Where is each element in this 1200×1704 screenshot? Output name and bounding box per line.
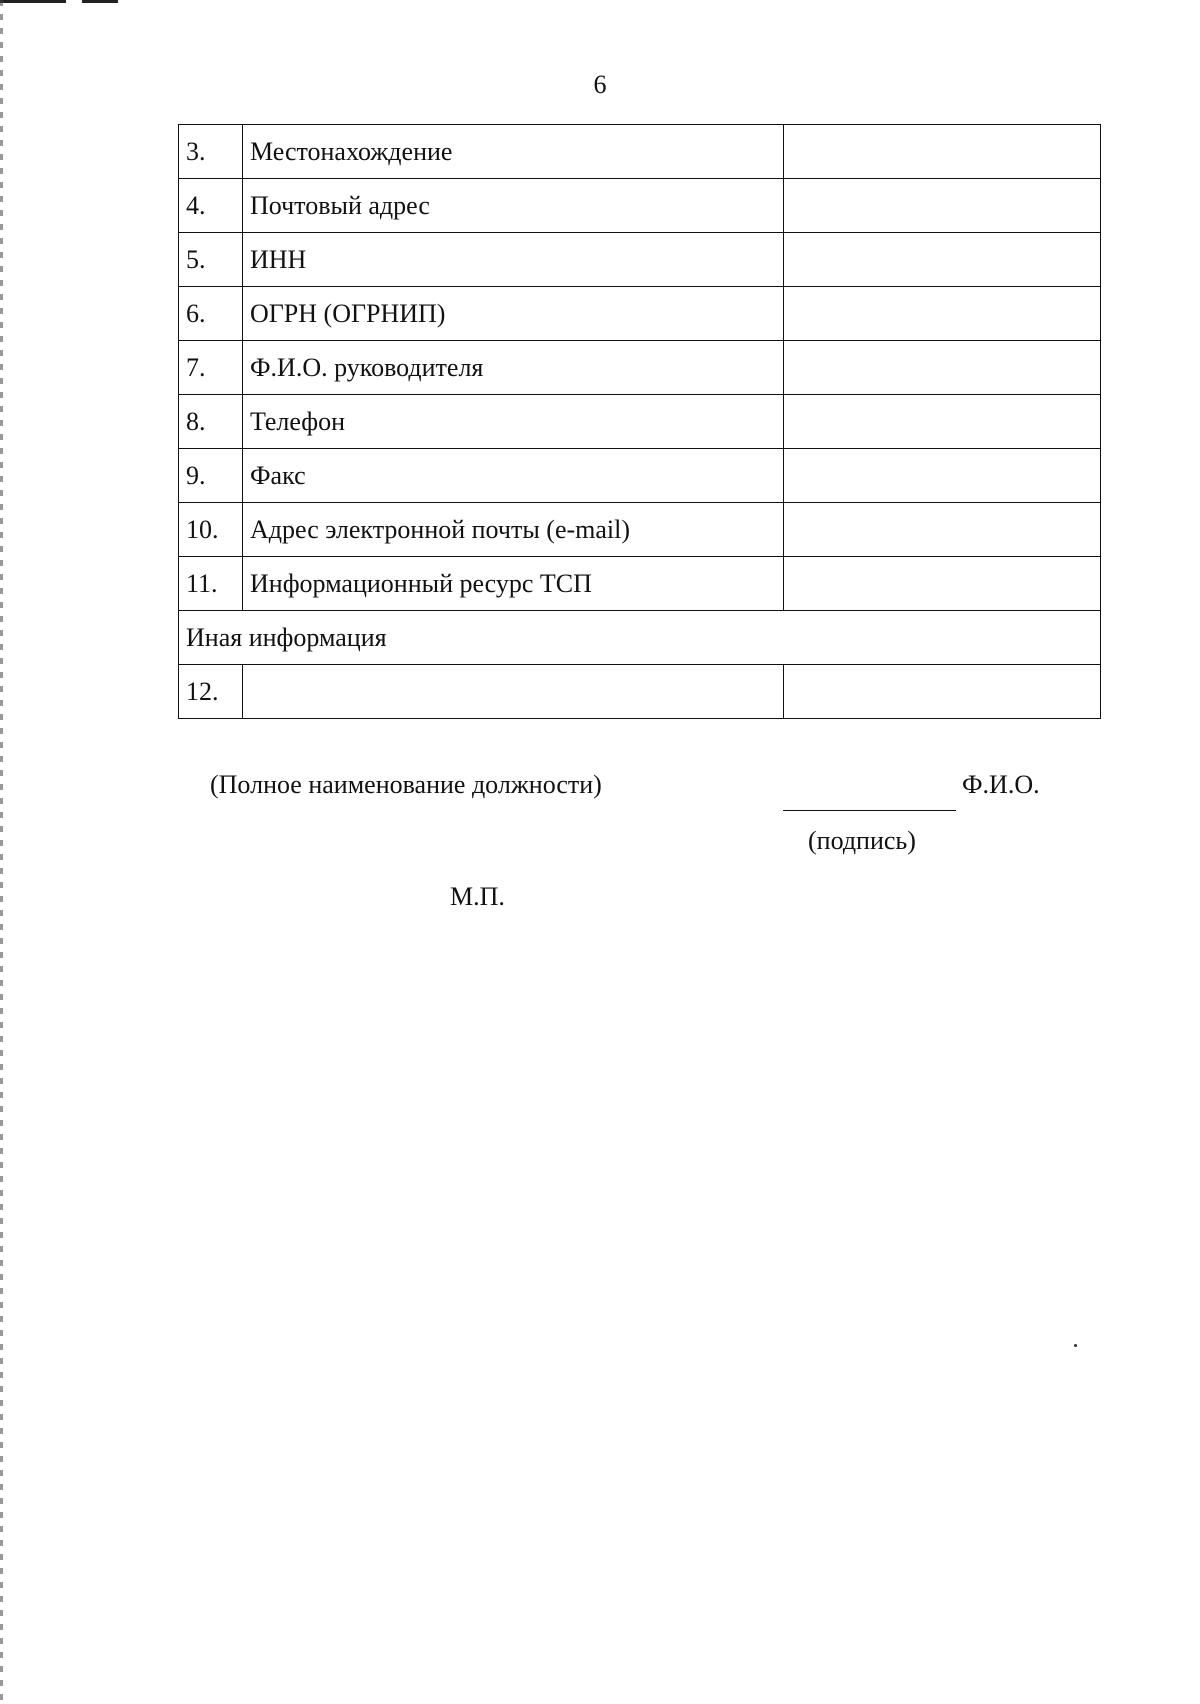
row-number: 9. (179, 449, 243, 503)
row-value[interactable] (784, 287, 1101, 341)
signature-line[interactable] (783, 810, 956, 811)
table-row (179, 557, 1101, 611)
table-row (179, 503, 1101, 557)
row-label: Факс (243, 449, 784, 503)
row-label: Телефон (243, 395, 784, 449)
row-label: Адрес электронной почты (e-mail) (243, 503, 784, 557)
row-number: 7. (179, 341, 243, 395)
row-number: 10. (179, 503, 243, 557)
table-row (179, 341, 1101, 395)
row-number: 6. (179, 287, 243, 341)
page-number: 6 (593, 70, 607, 99)
table-row (179, 665, 1101, 719)
row-number: 8. (179, 395, 243, 449)
row-value[interactable] (784, 449, 1101, 503)
row-label: Почтовый адрес (243, 179, 784, 233)
row-value[interactable] (784, 341, 1101, 395)
row-value[interactable] (784, 233, 1101, 287)
row-number: 11. (179, 557, 243, 611)
table-row (179, 395, 1101, 449)
row-number: 5. (179, 233, 243, 287)
row-value[interactable] (784, 125, 1101, 179)
row-number: 12. (179, 665, 243, 719)
scan-mark-top-left (0, 0, 66, 3)
signature-fio-label: Ф.И.О. (962, 770, 1040, 799)
table-row (179, 179, 1101, 233)
section-other-label: Иная информация (179, 611, 1101, 665)
row-label: Информационный ресурс ТСП (243, 557, 784, 611)
row-value[interactable] (784, 179, 1101, 233)
row-value[interactable] (784, 503, 1101, 557)
row-value[interactable] (784, 557, 1101, 611)
row-value[interactable] (784, 665, 1101, 719)
scan-edge (0, 0, 3, 1704)
row-label: ИНН (243, 233, 784, 287)
table-row (179, 449, 1101, 503)
section-row-other (179, 611, 1101, 665)
scan-speck (1074, 1344, 1077, 1347)
table-row (179, 233, 1101, 287)
table-row (179, 287, 1101, 341)
row-label[interactable] (243, 665, 784, 719)
row-label: Местонахождение (243, 125, 784, 179)
signature-caption: (подпись) (808, 826, 916, 855)
signature-position-label: (Полное наименование должности) (210, 770, 602, 799)
row-label: ОГРН (ОГРНИП) (243, 287, 784, 341)
row-number: 4. (179, 179, 243, 233)
row-label: Ф.И.О. руководителя (243, 341, 784, 395)
row-number: 3. (179, 125, 243, 179)
form-table (178, 124, 1101, 719)
row-value[interactable] (784, 395, 1101, 449)
stamp-place-label: М.П. (450, 882, 505, 911)
table-row (179, 125, 1101, 179)
scan-mark-top-right (82, 0, 118, 3)
